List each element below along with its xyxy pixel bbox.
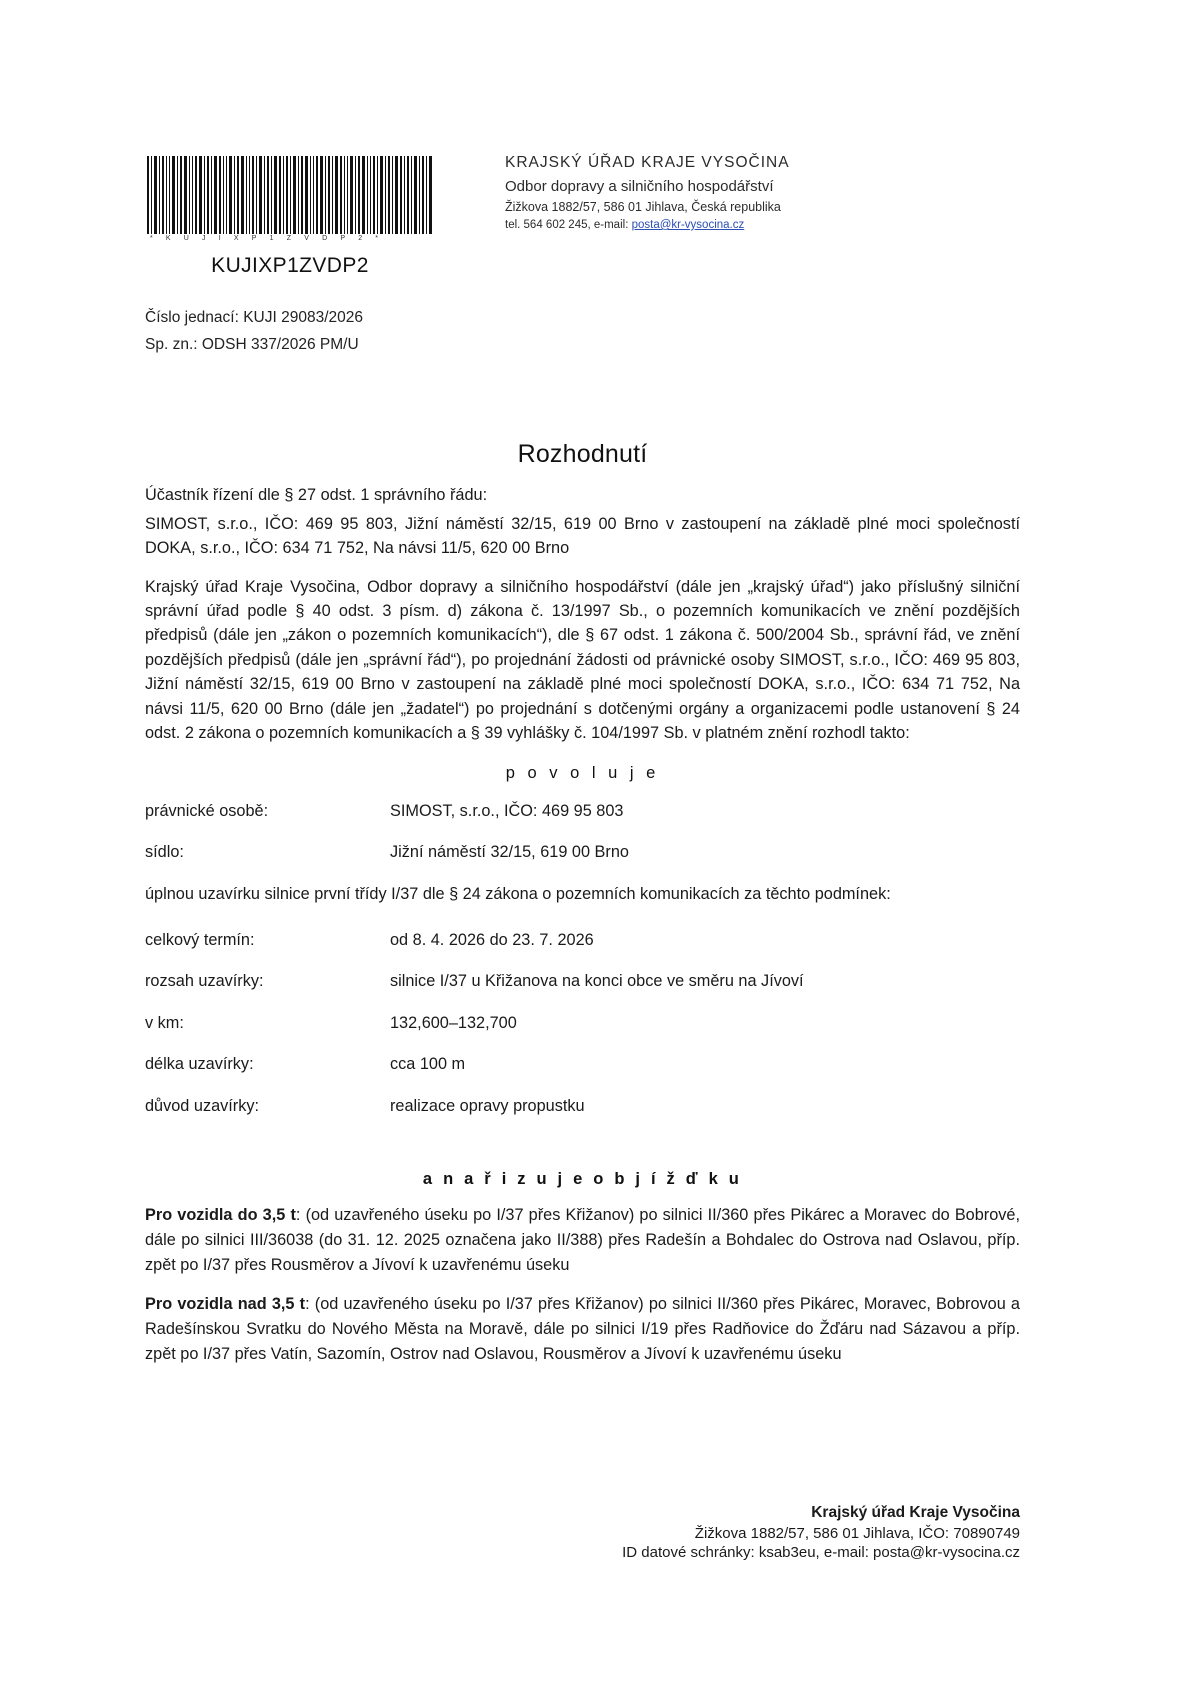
- organization-contact: [505, 219, 790, 231]
- file-number: Číslo jednací: KUJI 29083/2026: [145, 309, 363, 326]
- organization-department: Odbor dopravy a silničního hospodářství: [505, 178, 774, 195]
- barcode-image: [145, 156, 435, 234]
- seat-label: sídlo:: [145, 843, 184, 862]
- condition-row: [145, 1052, 1020, 1076]
- case-number: Sp. zn.: ODSH 337/2026 PM/U: [145, 336, 359, 354]
- entity-definition-list: [145, 799, 1020, 865]
- barcode-code-label: KUJIXP1ZVDP2: [211, 254, 369, 277]
- condition-label: celkový termín:: [145, 930, 255, 949]
- barcode-human-readable-chars: *KUJIXP1ZVDP2*: [150, 235, 392, 242]
- participant-text: SIMOST, s.r.o., IČO: 469 95 803, Jižní náměstí 32/15, 619 00 Brno v zastoupení na základě plné moci společností DOKA, s.r.o., IČO: 634 71 752, Na návsi 11/5, 620 00 Brno: [145, 514, 1020, 558]
- organization-email-link[interactable]: posta@kr-vysocina.cz: [631, 219, 745, 231]
- organization-block: [505, 150, 790, 231]
- condition-label: rozsah uzavírky:: [145, 972, 264, 991]
- closure-intro: úplnou uzavírku silnice první třídy I/37 dle § 24 zákona o pozemních komunikacích za těchto podmínek:: [145, 884, 891, 903]
- condition-value: realizace opravy propustku: [390, 1096, 585, 1115]
- condition-label: důvod uzavírky:: [145, 1096, 260, 1115]
- condition-row: [145, 1011, 1020, 1035]
- page-title: Rozhodnutí: [517, 440, 648, 469]
- detour-heavy-vehicles: [145, 1292, 1020, 1366]
- page-footer: [145, 1504, 1020, 1561]
- organization-phone-text: tel. 564 602 245, e-mail:: [505, 219, 632, 231]
- reference-numbers: [145, 304, 1020, 358]
- condition-value: silnice I/37 u Křižanova na konci obce ve směru na Jívoví: [390, 972, 804, 991]
- condition-row: [145, 969, 1020, 993]
- condition-label: délka uzavírky:: [145, 1055, 254, 1074]
- condition-value: 132,600–132,700: [390, 1013, 517, 1032]
- entity-label: právnické osobě:: [145, 801, 269, 820]
- permits-heading: p o v o l u j e: [505, 763, 660, 782]
- condition-row: [145, 1094, 1020, 1118]
- letterhead: [145, 150, 1020, 278]
- detour-light-label: Pro vozidla do 3,5 t: [145, 1206, 296, 1225]
- footer-office-name: Krajský úřad Kraje Vysočina: [811, 1504, 1020, 1521]
- condition-value: cca 100 m: [390, 1055, 466, 1074]
- detour-heavy-text: : (od uzavřeného úseku po I/37 přes Křižanov) po silnici II/360 přes Pikárec, Moravec, Bobrovou a Radešínskou Svratku do Nového Města na Moravě, dále po silnici I/19 přes Radňovice do Žďáru nad Sázavou a příp. zpět po I/37 přes Vatín, Sazomín, Ostrov nad Oslavou, Rousměrov a Jívoví k uzavřenému úseku: [145, 1295, 1020, 1363]
- condition-row: [145, 928, 1020, 952]
- document-content: [145, 150, 1020, 1382]
- organization-title: KRAJSKÝ ÚŘAD KRAJE VYSOČINA: [505, 154, 790, 171]
- footer-address: Žižkova 1882/57, 586 01 Jihlava, IČO: 70890749: [694, 1525, 1020, 1542]
- main-paragraph: Krajský úřad Kraje Vysočina, Odbor dopravy a silničního hospodářství (dále jen „krajský úřad“) jako příslušný silniční správní úřad podle § 40 odst. 3 písm. d) zákona č. 13/1997 Sb., o pozemních komunikacích ve znění pozdějších předpisů (dále jen „zákon o pozemních komunikacích“), dle § 67 odst. 1 zákona č. 500/2004 Sb., správní řád, ve znění pozdějších předpisů (dále jen „správní řád“), po projednání žádosti od právnické osoby SIMOST, s.r.o., IČO: 469 95 803, Jižní náměstí 32/15, 619 00 Brno v zastoupení na základě plné moci společností DOKA, s.r.o., IČO: 634 71 752, Na návsi 11/5, 620 00 Brno (dále jen „žadatel“) po projednání s dotčenými orgány a organizacemi podle ustanovení § 24 odst. 2 zákona o pozemních komunikacích a § 39 vyhlášky č. 104/1997 Sb. v platném znění rozhodl takto:: [145, 577, 1020, 743]
- entity-value: SIMOST, s.r.o., IČO: 469 95 803: [390, 801, 624, 820]
- barcode-block: [145, 150, 445, 278]
- condition-value: od 8. 4. 2026 do 23. 7. 2026: [390, 930, 594, 949]
- detour-light-vehicles: [145, 1203, 1020, 1277]
- seat-value: Jižní náměstí 32/15, 619 00 Brno: [390, 843, 629, 862]
- detour-heading: a n a ř i z u j e o b j í ž ď k u: [422, 1170, 743, 1189]
- participant-heading: Účastník řízení dle § 27 odst. 1 správního řádu:: [145, 486, 488, 505]
- entity-row: [145, 799, 1020, 823]
- seat-row: [145, 840, 1020, 864]
- detour-heavy-label: Pro vozidla nad 3,5 t: [145, 1295, 306, 1314]
- footer-databox-email: ID datové schránky: ksab3eu, e-mail: posta@kr-vysocina.cz: [622, 1544, 1020, 1561]
- conditions-list: [145, 928, 1020, 1118]
- condition-label: v km:: [145, 1013, 184, 1032]
- organization-address: Žižkova 1882/57, 586 01 Jihlava, Česká republika: [505, 200, 781, 214]
- detour-light-text: : (od uzavřeného úseku po I/37 přes Křižanov) po silnici II/360 přes Pikárec a Moravec do Bobrové, dále po silnici III/36038 (do 31. 12. 2025 označena jako II/388) přes Radešín a Bohdalec do Ostrova nad Oslavou, příp. zpět po I/37 přes Rousměrov a Jívoví k uzavřenému úseku: [145, 1206, 1020, 1274]
